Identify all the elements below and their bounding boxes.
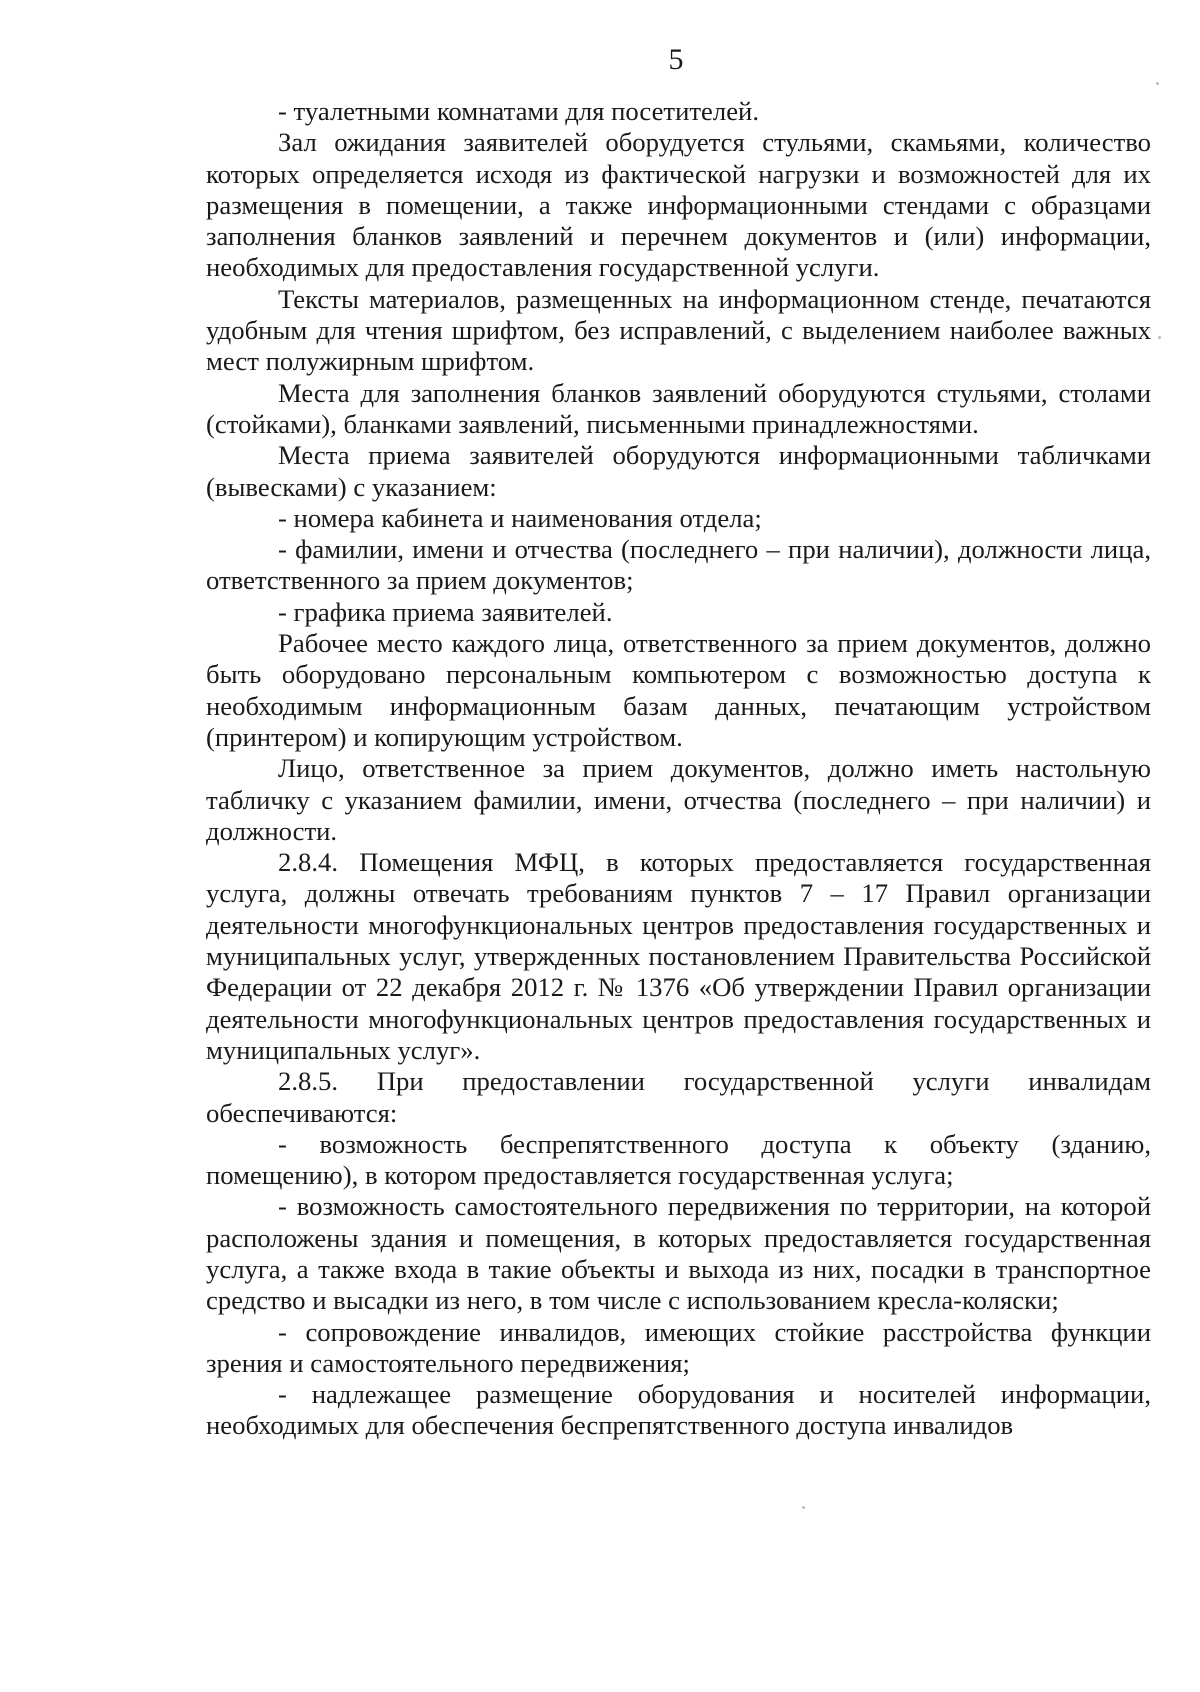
paragraph: 2.8.4. Помещения МФЦ, в которых предоставляется государственная услуга, должны отвечать требованиям пунктов 7 – 17 Правил организации деятельности многофункциональных центров предоставления государственных и муниципальных услуг, утвержденных постановлением Правительства Российской Федерации от 22 декабря 2012 г. № 1376 «Об утверждении Правил организации деятельности многофункциональных центров предоставления государственных и муниципальных услуг». bbox=[206, 847, 1151, 1065]
paragraph: - надлежащее размещение оборудования и носителей информации, необходимых для обеспечения беспрепятственного доступа инвалидов bbox=[206, 1379, 1151, 1441]
paragraph: - графика приема заявителей. bbox=[278, 596, 613, 627]
paragraph: Места приема заявителей оборудуются информационными табличками (вывесками) с указанием: bbox=[206, 440, 1151, 502]
paragraph: 2.8.5. При предоставлении государственной услуги инвалидам обеспечиваются: bbox=[206, 1066, 1151, 1128]
scan-speck bbox=[802, 1506, 805, 1509]
paragraph: Места для заполнения бланков заявлений оборудуются стульями, столами (стойками), бланками заявлений, письменными принадлежностями. bbox=[206, 377, 1151, 439]
paragraph: Зал ожидания заявителей оборудуется стульями, скамьями, количество которых определяется исходя из фактической нагрузки и возможностей для их размещения в помещении, а также информационными стендами с образцами заполнения бланков заявлений и перечнем документов и (или) информации, необходимых для предоставления государственной услуги. bbox=[206, 127, 1151, 283]
scan-speck bbox=[1156, 82, 1159, 85]
paragraph: - сопровождение инвалидов, имеющих стойкие расстройства функции зрения и самостоятельного передвижения; bbox=[206, 1316, 1151, 1378]
paragraph: Тексты материалов, размещенных на информационном стенде, печатаются удобным для чтения шрифтом, без исправлений, с выделением наиболее важных мест полужирным шрифтом. bbox=[206, 283, 1151, 377]
paragraph: Рабочее место каждого лица, ответственного за прием документов, должно быть оборудовано персональным компьютером с возможностью доступа к необходимым информационным базам данных, печатающим устройством (принтером) и копирующим устройством. bbox=[206, 628, 1151, 752]
paragraph: - туалетными комнатами для посетителей. bbox=[278, 96, 759, 126]
document-body bbox=[206, 96, 1151, 1442]
paragraph: - фамилии, имени и отчества (последнего – при наличии), должности лица, ответственного за прием документов; bbox=[206, 534, 1151, 596]
paragraph: - возможность самостоятельного передвижения по территории, на которой расположены здания и помещения, в которых предоставляется государственная услуга, а также входа в такие объекты и выхода из них, посадки в транспортное средство и высадки из него, в том числе с использованием кресла-коляски; bbox=[206, 1191, 1151, 1316]
paragraph: Лицо, ответственное за прием документов, должно иметь настольную табличку с указанием фамилии, имени, отчества (последнего – при наличии) и должности. bbox=[206, 753, 1151, 846]
paragraph: - возможность беспрепятственного доступа к объекту (зданию, помещению), в котором предоставляется государственная услуга; bbox=[206, 1128, 1151, 1191]
page-number: 5 bbox=[668, 43, 684, 76]
paragraph: - номера кабинета и наименования отдела; bbox=[278, 502, 762, 533]
scan-speck bbox=[1158, 336, 1161, 339]
